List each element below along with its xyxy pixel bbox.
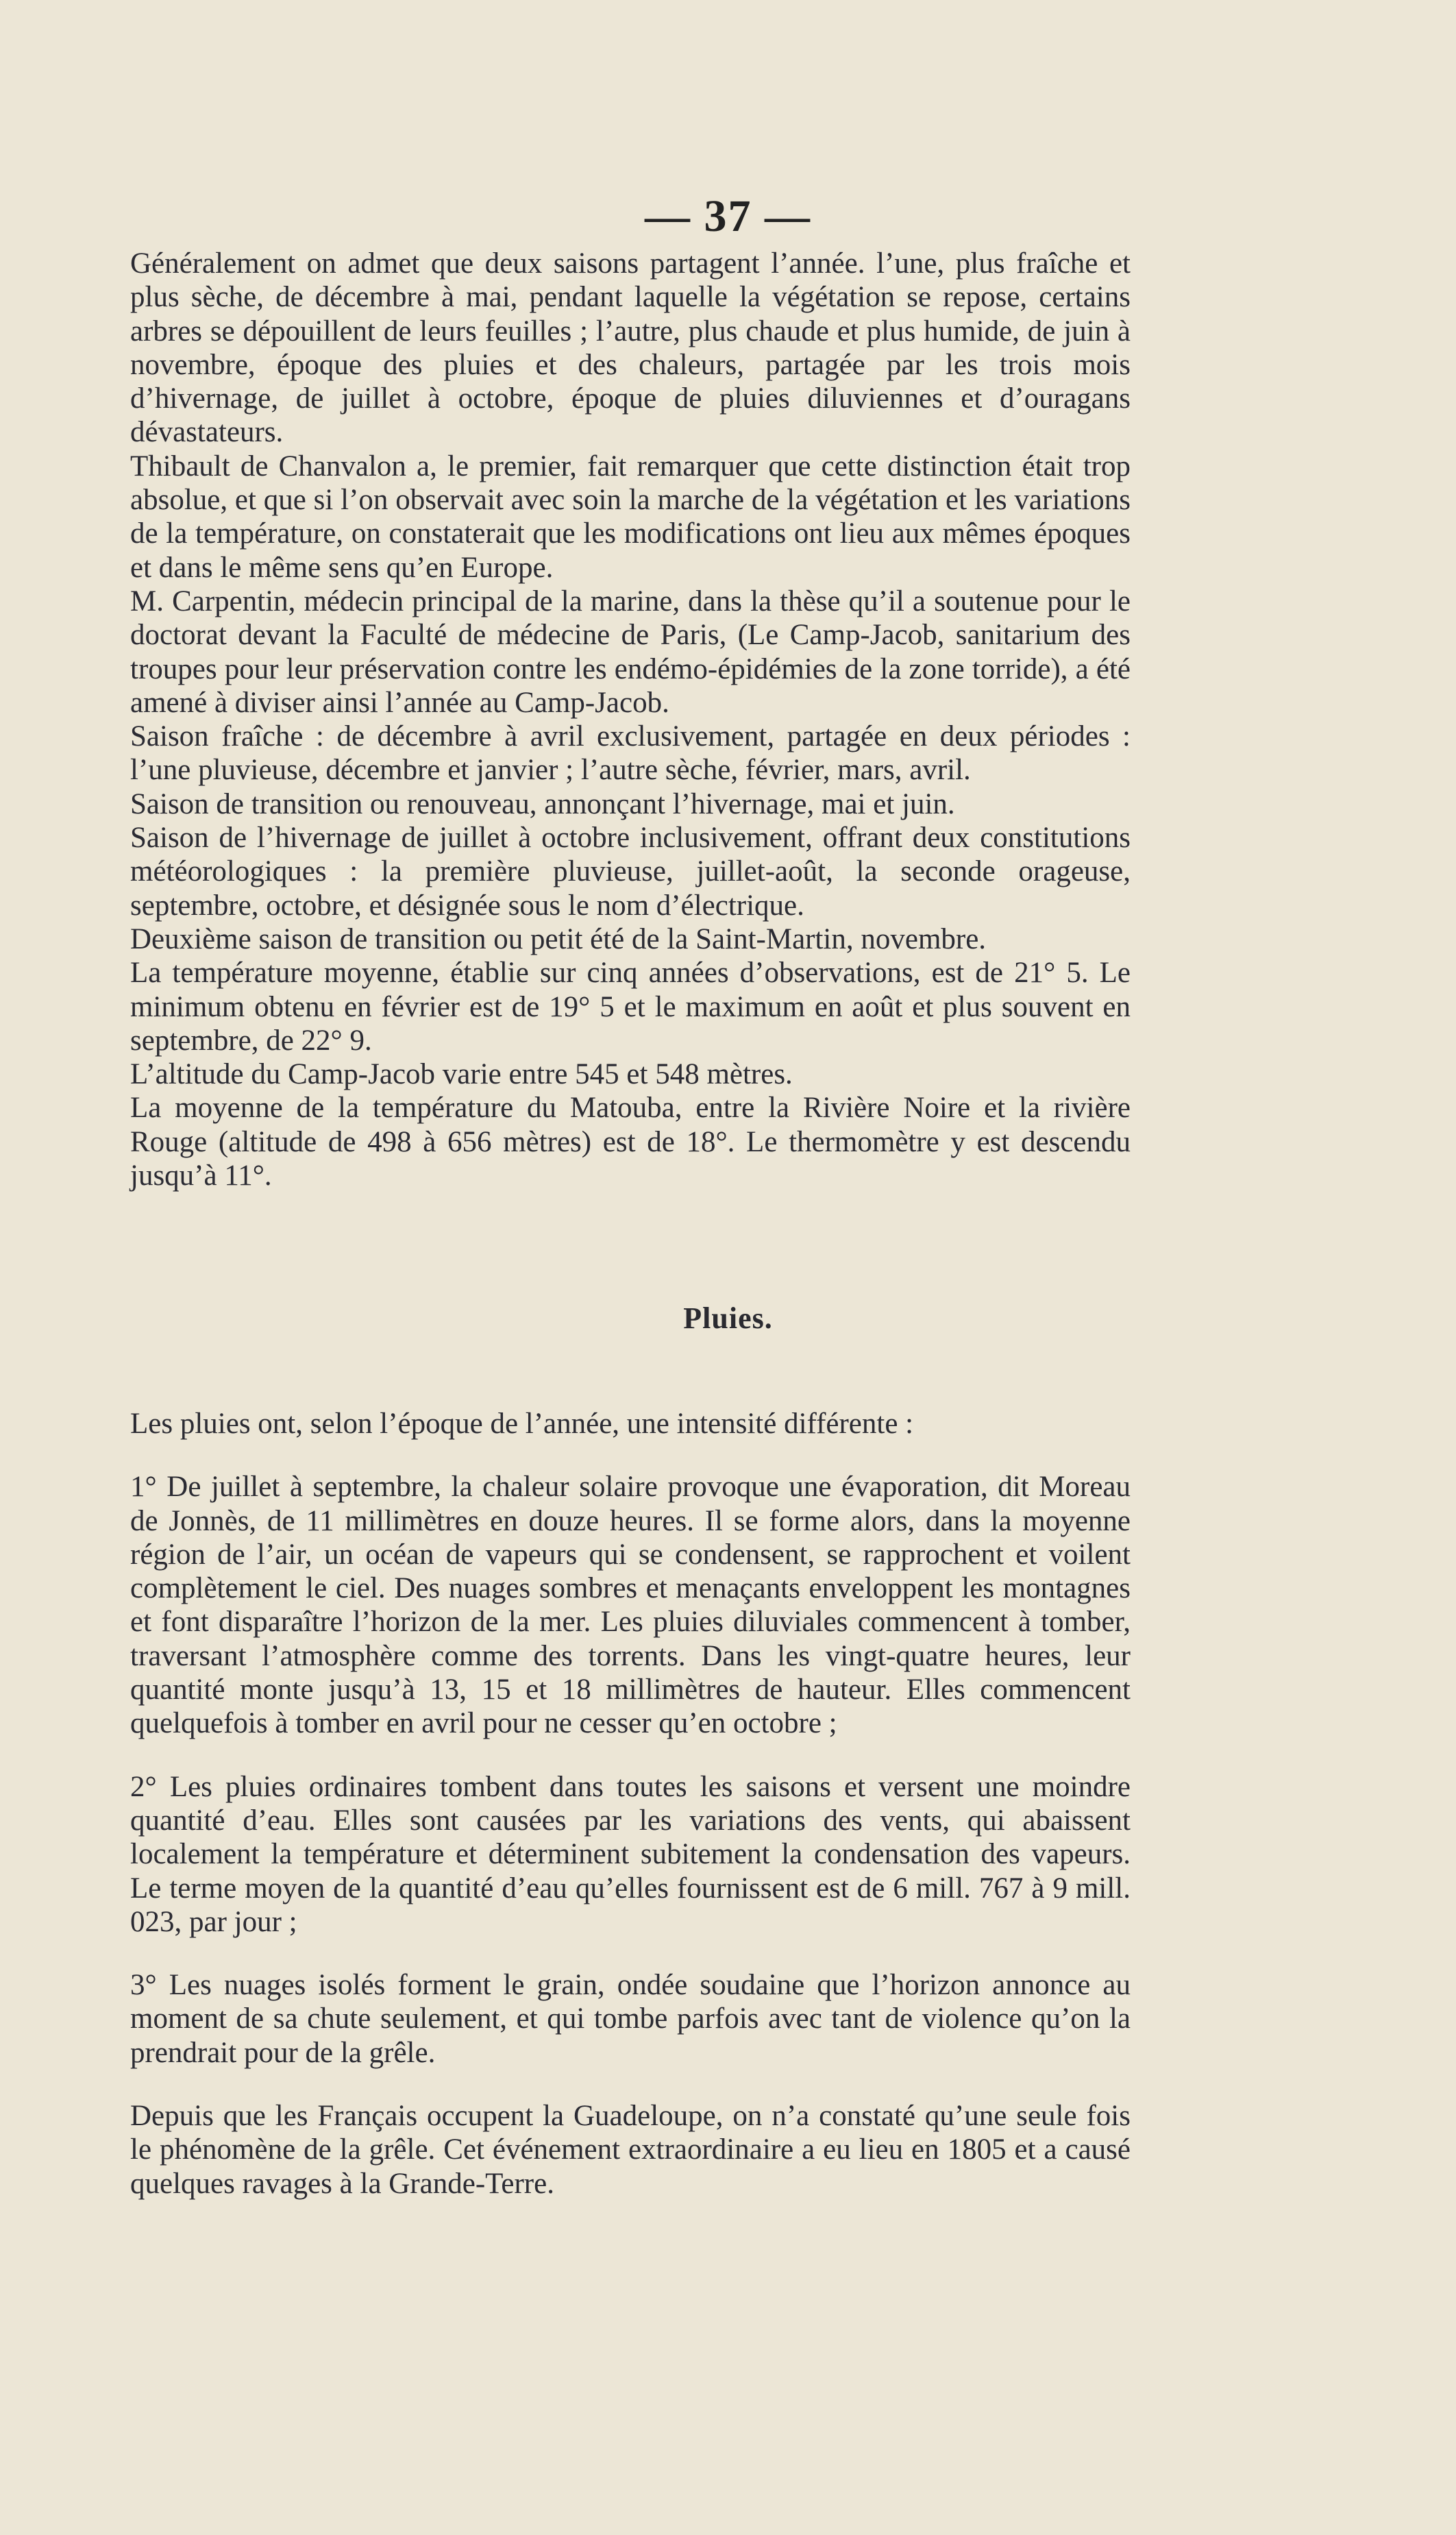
paragraph: L’altitude du Camp-Jacob varie entre 545 et 548 mètres. <box>130 1058 793 1091</box>
page-number: — 37 — <box>645 191 811 241</box>
paragraph: Deuxième saison de transition ou petit été de la Saint-Martin, novembre. <box>130 922 987 955</box>
body-text-bottom <box>130 1377 1131 2230</box>
paragraph: M. Carpentin, médecin principal de la marine, dans la thèse qu’il a soutenue pour le doctorat devant la Faculté de médecine de Paris, (Le Camp-Jacob, sanitarium des troupes pour leur préservation contre les endémo-épidémies de la zone torride), a été amené à diviser ainsi l’année au Camp-Jacob. <box>130 585 1131 719</box>
section-heading: Pluies. <box>683 1301 773 1335</box>
paragraph: 2° Les pluies ordinaires tombent dans toutes les saisons et versent une moindre quantité d’eau. Elles sont causées par les variations des vents, qui abaissent localement la température et déterminent subitement la condensation des vapeurs. Le terme moyen de la quantité d’eau qu’elles fournissent est de 6 mill. 767 à 9 mill. 023, par jour ; <box>130 1770 1131 1938</box>
body-text-top <box>130 247 1131 1192</box>
paragraph: Thibault de Chanvalon a, le premier, fait remarquer que cette distinction était trop absolue, et que si l’on observait avec soin la marche de la végétation et les variations de la température, on constaterait que les modifications ont lieu aux mêmes époques et dans le même sens qu’en Europe. <box>130 450 1131 584</box>
paragraph: Depuis que les Français occupent la Guadeloupe, on n’a constaté qu’une seule fois le phénomène de la grêle. Cet événement extraordinaire a eu lieu en 1805 et a causé quelques ravages à la Grande-Terre. <box>130 2100 1131 2200</box>
paragraph: 1° De juillet à septembre, la chaleur solaire provoque une évaporation, dit Moreau de Jonnès, de 11 millimètres en douze heures. Il se forme alors, dans la moyenne région de l’air, un océan de vapeurs qui se condensent, se rapprochent et voilent complètement le ciel. Des nuages sombres et menaçants enveloppent les montagnes et font disparaître l’horizon de la mer. Les pluies diluviales commencent à tomber, traversant l’atmosphère comme des torrents. Dans les vingt-quatre heures, leur quantité monte jusqu’à 13, 15 et 18 millimètres de hauteur. Elles commencent quelquefois à tomber en avril pour ne cesser qu’en octobre ; <box>130 1471 1131 1740</box>
paragraph: Saison fraîche : de décembre à avril exclusivement, partagée en deux périodes : l’une pluvieuse, décembre et janvier ; l’autre sèche, février, mars, avril. <box>130 720 1131 787</box>
paragraph: 3° Les nuages isolés forment le grain, ondée soudaine que l’horizon annonce au moment de sa chute seulement, et qui tombe parfois avec tant de violence qu’on la prendrait pour de la grêle. <box>130 1969 1131 2069</box>
paragraph: La moyenne de la température du Matouba, entre la Rivière Noire et la rivière Rouge (altitude de 498 à 656 mètres) est de 18°. Le thermomètre y est descendu jusqu’à 11°. <box>130 1092 1131 1192</box>
paragraph: Les pluies ont, selon l’époque de l’année, une intensité différente : <box>130 1408 914 1440</box>
paragraph: Saison de transition ou renouveau, annonçant l’hivernage, mai et juin. <box>130 787 955 820</box>
paragraph: Saison de l’hivernage de juillet à octobre inclusivement, offrant deux constitutions météorologiques : la première pluvieuse, juillet-août, la seconde orageuse, septembre, octobre, et désignée sous le nom d’électrique. <box>130 822 1131 922</box>
paragraph: La température moyenne, établie sur cinq années d’observations, est de 21° 5. Le minimum obtenu en février est de 19° 5 et le maximum en août et plus souvent en septembre, de 22° 9. <box>130 957 1131 1057</box>
paragraph: Généralement on admet que deux saisons partagent l’année. l’une, plus fraîche et plus sèche, de décembre à mai, pendant laquelle la végétation se repose, certains arbres se dépouillent de leurs feuilles ; l’autre, plus chaude et plus humide, de juin à novembre, époque des pluies et des chaleurs, partagée par les trois mois d’hivernage, de juillet à octobre, époque de pluies diluviennes et d’ouragans dévastateurs. <box>130 247 1131 449</box>
